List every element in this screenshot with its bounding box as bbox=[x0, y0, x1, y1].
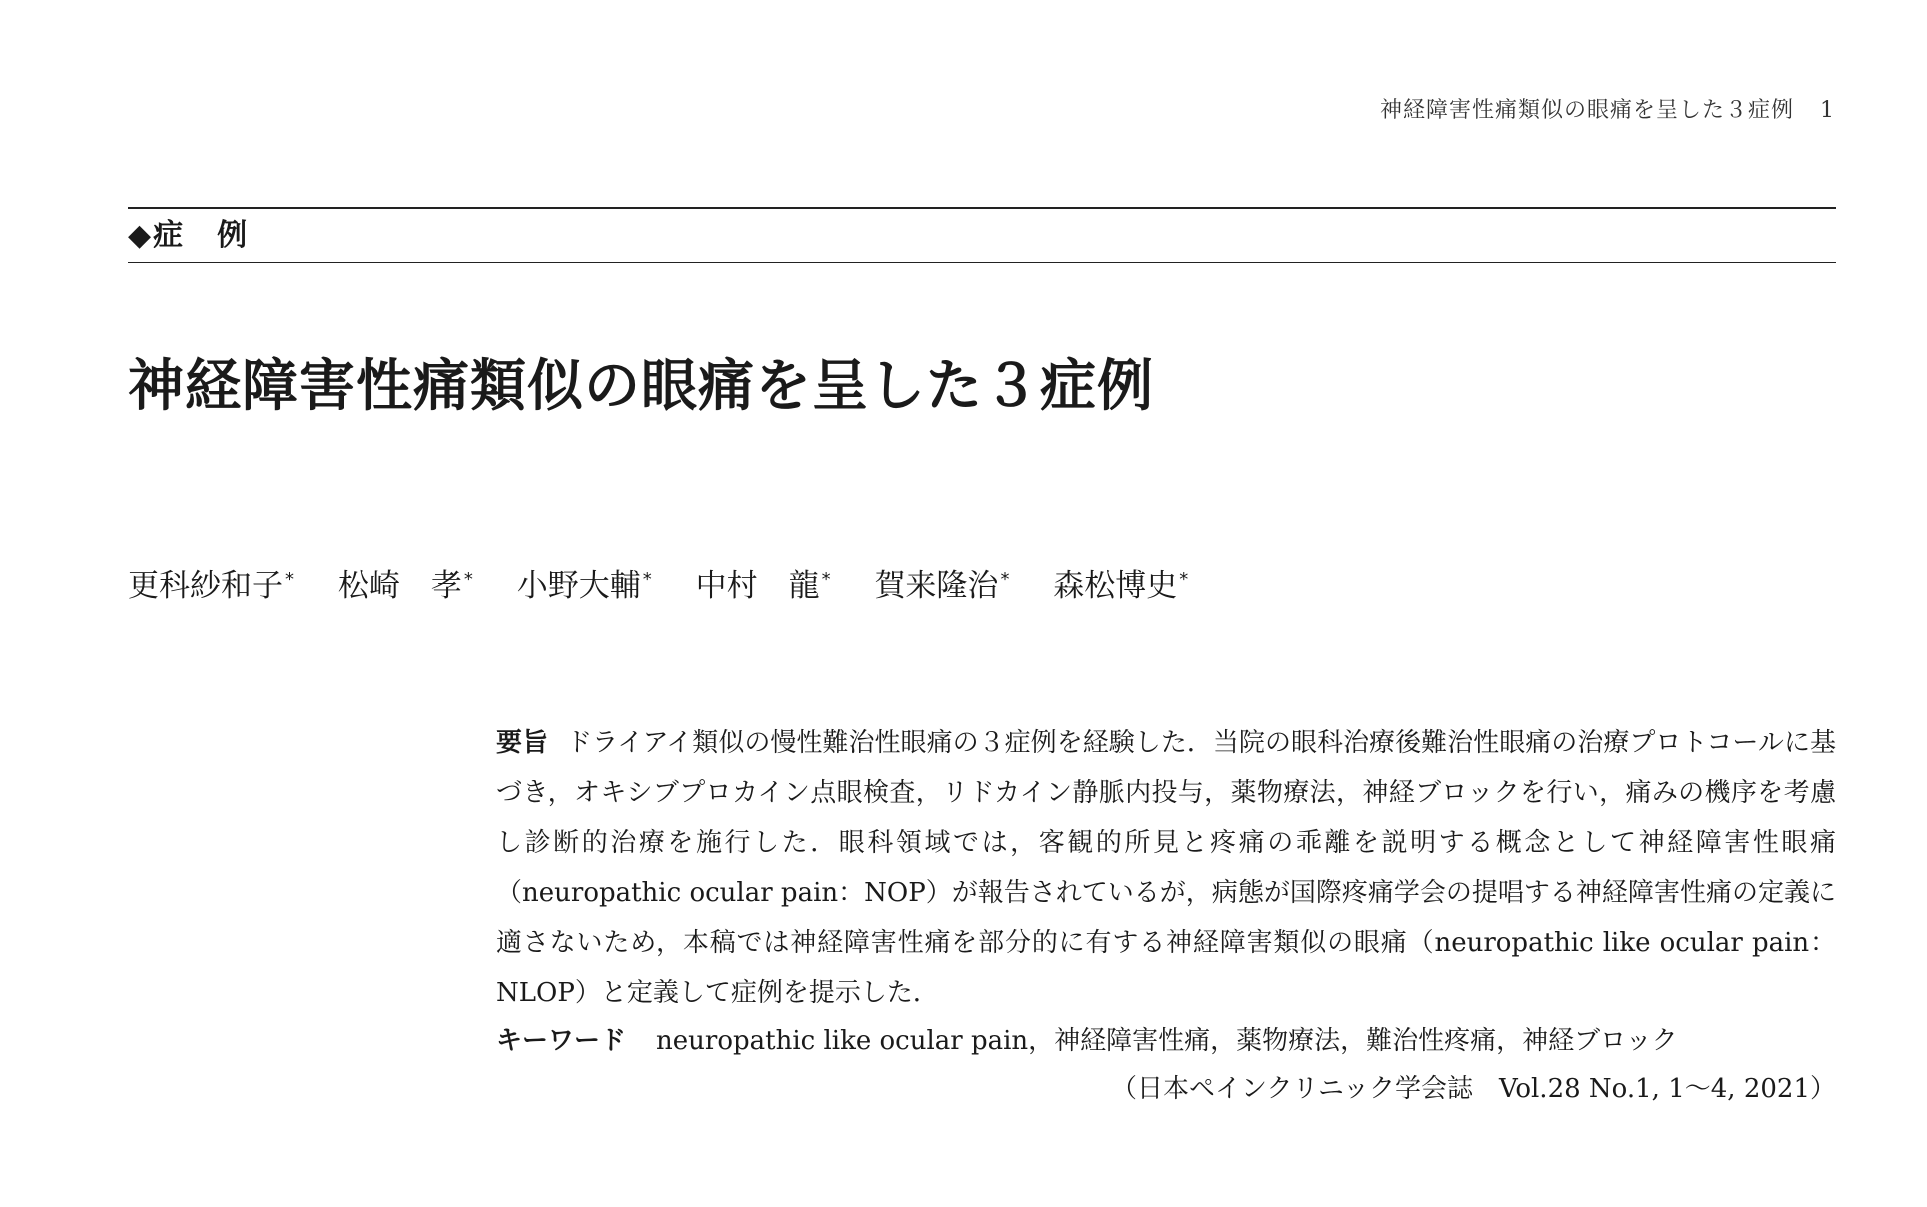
author bbox=[517, 568, 652, 604]
abstract-text: ドライアイ類似の慢性難治性眼痛の３症例を経験した．当院の眼科治療後難治性眼痛の治療プロトコールに基づき，オキシブプロカイン点眼検査，リドカイン静脈内投与，薬物療法，神経ブロックを行い，痛みの機序を考慮し診断的治療を施行した．眼科領域では，客観的所見と疼痛の乖離を説明する概念として神経障害性眼痛（neuropathic ocular pain：NOP）が報告されているが，病態が国際疼痛学会の提唱する神経障害性痛の定義に適さないため，本稿では神経障害性痛を部分的に有する神経障害類似の眼痛（neuropathic like ocular pain：NLOP）と定義して症例を提示した． bbox=[496, 728, 1836, 1008]
page-number: 1 bbox=[1820, 98, 1835, 123]
author bbox=[1053, 568, 1188, 604]
affiliation-mark: * bbox=[821, 569, 831, 590]
affiliation-mark: * bbox=[1179, 569, 1189, 590]
author-name: 森松博史 bbox=[1053, 568, 1178, 605]
affiliation-mark: * bbox=[1000, 569, 1010, 590]
author bbox=[696, 568, 831, 604]
affiliation-mark: * bbox=[285, 569, 294, 590]
author-name: 賀来隆治 bbox=[874, 568, 999, 605]
running-head-title: 神経障害性痛類似の眼痛を呈した３症例 bbox=[1379, 98, 1794, 123]
author-list bbox=[128, 558, 1222, 608]
abstract-label: 要旨 bbox=[496, 728, 549, 758]
running-head bbox=[1380, 93, 1835, 124]
section-bottom-rule bbox=[128, 262, 1836, 263]
author-name: 中村 龍 bbox=[695, 568, 820, 605]
section-label: ◆症 例 bbox=[128, 218, 250, 253]
author-name: 小野大輔 bbox=[516, 568, 641, 605]
keywords bbox=[496, 1016, 1836, 1066]
author bbox=[874, 568, 1009, 604]
abstract bbox=[496, 718, 1836, 1018]
keywords-label: キーワード bbox=[496, 1026, 627, 1056]
affiliation-mark: * bbox=[463, 569, 473, 590]
author bbox=[128, 568, 294, 604]
section-top-rule bbox=[128, 207, 1836, 209]
keywords-text: neuropathic like ocular pain，神経障害性痛，薬物療法，難治性疼痛，神経ブロック bbox=[656, 1026, 1678, 1056]
author-name: 更科紗和子 bbox=[128, 568, 283, 605]
affiliation-mark: * bbox=[642, 569, 652, 590]
journal-citation: （日本ペインクリニック学会誌 Vol.28 No.1, 1〜4, 2021） bbox=[1111, 1074, 1836, 1104]
article-title: 神経障害性痛類似の眼痛を呈した３症例 bbox=[128, 354, 1154, 419]
author bbox=[338, 568, 473, 604]
author-name: 松崎 孝 bbox=[337, 568, 462, 605]
